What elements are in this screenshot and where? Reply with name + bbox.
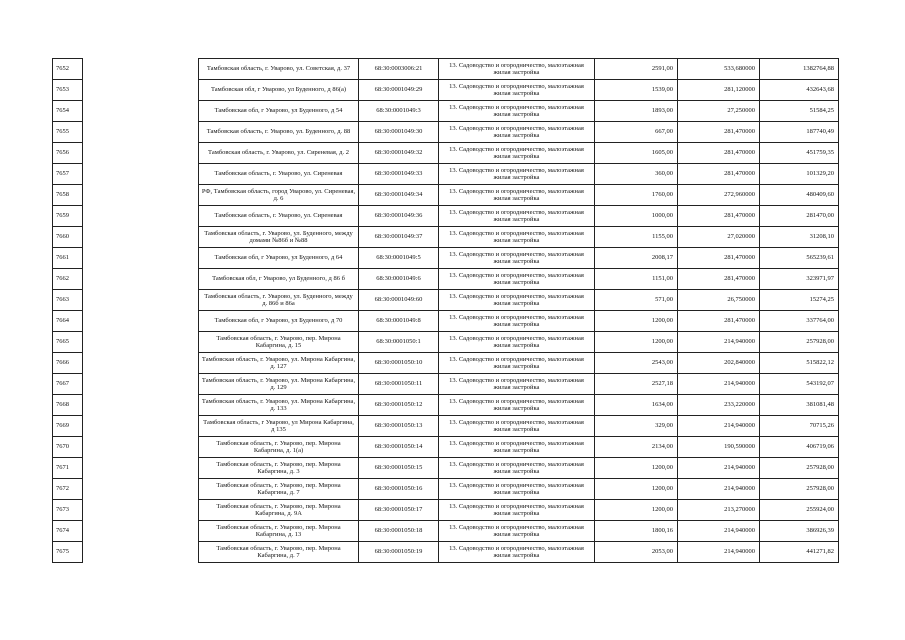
cadastral-number-cell: 68:30:0001050:10 — [359, 353, 439, 374]
cadastral-cost-cell: 187740,49 — [760, 122, 839, 143]
area-cell: 1605,00 — [595, 143, 678, 164]
cadastral-number-cell: 68:30:0001050:11 — [359, 374, 439, 395]
row-number-cell: 7662 — [53, 269, 83, 290]
address-cell: Тамбовская область, г. Уварово, ул. Мирона Кабаргина, д. 129 — [199, 374, 359, 395]
row-number-cell: 7659 — [53, 206, 83, 227]
unit-price-cell: 214,940000 — [678, 458, 760, 479]
area-cell: 2053,00 — [595, 542, 678, 563]
row-number-cell: 7667 — [53, 374, 83, 395]
row-number — [53, 458, 83, 479]
cadastral-cost-cell: 255924,00 — [760, 500, 839, 521]
area-cell: 571,00 — [595, 290, 678, 311]
area-cell: 1200,00 — [595, 458, 678, 479]
unit-price-cell: 533,680000 — [678, 59, 760, 80]
cadastral-cost-cell: 480409,60 — [760, 185, 839, 206]
cadastral-number-cell: 68:30:0001050:19 — [359, 542, 439, 563]
row-number — [53, 479, 83, 500]
row-number — [53, 143, 83, 164]
area-cell: 1760,00 — [595, 185, 678, 206]
address-cell: Тамбовская область, г Уварово, ул Мирона Кабаргина, д 135 — [199, 416, 359, 437]
cadastral-number-cell: 68:30:0001049:29 — [359, 80, 439, 101]
address-cell: РФ, Тамбовская область, город Уварово, ул. Сиреневая, д. 6 — [199, 185, 359, 206]
cadastral-cost-cell: 406719,06 — [760, 437, 839, 458]
unit-price-cell: 214,940000 — [678, 374, 760, 395]
table-row — [199, 542, 839, 563]
cadastral-cost-cell: 432643,68 — [760, 80, 839, 101]
table-row — [199, 311, 839, 332]
land-use-cell: 13. Садоводство и огородничество, малоэтажная жилая застройка — [439, 437, 595, 458]
land-use-cell: 13. Садоводство и огородничество, малоэтажная жилая застройка — [439, 353, 595, 374]
row-number-cell: 7675 — [53, 542, 83, 563]
row-number — [53, 332, 83, 353]
row-number — [53, 227, 83, 248]
row-number-cell: 7669 — [53, 416, 83, 437]
cadastral-number-cell: 68:30:0001049:60 — [359, 290, 439, 311]
table-row — [199, 395, 839, 416]
address-cell: Тамбовская область, г. Уварово, пер. Мирона Кабаргина, д. 1(а) — [199, 437, 359, 458]
table-row — [199, 59, 839, 80]
address-cell: Тамбовская область, г. Уварово, ул. Буденного, между домами №86б и №88 — [199, 227, 359, 248]
land-use-cell: 13. Садоводство и огородничество, малоэтажная жилая застройка — [439, 374, 595, 395]
land-use-cell: 13. Садоводство и огородничество, малоэтажная жилая застройка — [439, 521, 595, 542]
cadastral-cost-cell: 257928,00 — [760, 458, 839, 479]
land-use-cell: 13. Садоводство и огородничество, малоэтажная жилая застройка — [439, 80, 595, 101]
land-use-cell: 13. Садоводство и огородничество, малоэтажная жилая застройка — [439, 458, 595, 479]
address-cell: Тамбовская область, г. Уварово, ул. Советская, д. 37 — [199, 59, 359, 80]
address-cell: Тамбовская область, г. Уварово, пер. Мирона Кабаргина, д. 13 — [199, 521, 359, 542]
row-number — [53, 122, 83, 143]
row-number — [53, 542, 83, 563]
address-cell: Тамбовская область, г. Уварово, пер. Мирона Кабаргина, д. 3 — [199, 458, 359, 479]
cadastral-cost-cell: 515822,12 — [760, 353, 839, 374]
area-cell: 2008,17 — [595, 248, 678, 269]
area-cell: 2543,00 — [595, 353, 678, 374]
area-cell: 1151,00 — [595, 269, 678, 290]
land-use-cell: 13. Садоводство и огородничество, малоэтажная жилая застройка — [439, 206, 595, 227]
row-number-cell: 7658 — [53, 185, 83, 206]
land-use-cell: 13. Садоводство и огородничество, малоэтажная жилая застройка — [439, 479, 595, 500]
row-number-cell: 7672 — [53, 479, 83, 500]
unit-price-cell: 272,960000 — [678, 185, 760, 206]
cadastral-cost-cell: 1382764,88 — [760, 59, 839, 80]
row-number — [53, 248, 83, 269]
cadastral-number-cell: 68:30:0001049:34 — [359, 185, 439, 206]
unit-price-cell: 190,590000 — [678, 437, 760, 458]
row-number-cell: 7665 — [53, 332, 83, 353]
row-number — [53, 59, 83, 80]
address-cell: Тамбовская область, г. Уварово, ул. Сиреневая — [199, 164, 359, 185]
row-number-cell: 7655 — [53, 122, 83, 143]
address-cell: Тамбовская область, г. Уварово, пер. Мирона Кабаргина, д. 7 — [199, 542, 359, 563]
address-cell: Тамбовская обл, г Уварово, ул Буденного, д 70 — [199, 311, 359, 332]
unit-price-cell: 214,940000 — [678, 479, 760, 500]
land-use-cell: 13. Садоводство и огородничество, малоэтажная жилая застройка — [439, 164, 595, 185]
cadastral-cost-cell: 101329,20 — [760, 164, 839, 185]
unit-price-cell: 281,470000 — [678, 122, 760, 143]
area-cell: 2134,00 — [595, 437, 678, 458]
cadastral-cost-cell: 70715,26 — [760, 416, 839, 437]
cadastral-number-cell: 68:30:0001050:18 — [359, 521, 439, 542]
unit-price-cell: 281,470000 — [678, 206, 760, 227]
unit-price-cell: 213,270000 — [678, 500, 760, 521]
cadastral-number-cell: 68:30:0001049:32 — [359, 143, 439, 164]
row-number-cell: 7674 — [53, 521, 83, 542]
cadastral-cost-cell: 15274,25 — [760, 290, 839, 311]
cadastral-number-cell: 68:30:0001049:36 — [359, 206, 439, 227]
row-number — [53, 206, 83, 227]
table-row — [199, 101, 839, 122]
cadastral-cost-cell: 257928,00 — [760, 332, 839, 353]
unit-price-cell: 214,940000 — [678, 416, 760, 437]
cadastral-number-cell: 68:30:0001050:17 — [359, 500, 439, 521]
cadastral-cost-cell: 565239,61 — [760, 248, 839, 269]
cadastral-number-cell: 68:30:0001050:1 — [359, 332, 439, 353]
table-row — [199, 332, 839, 353]
row-number — [53, 164, 83, 185]
table-row — [199, 416, 839, 437]
address-cell: Тамбовская область, г. Уварово, ул. Буденного, между д. 86б и 86а — [199, 290, 359, 311]
address-cell: Тамбовская область, г. Уварово, пер. Мирона Кабаргина, д. 15 — [199, 332, 359, 353]
address-cell: Тамбовская область, г. Уварово, ул. Буденного, д. 88 — [199, 122, 359, 143]
land-use-cell: 13. Садоводство и огородничество, малоэтажная жилая застройка — [439, 332, 595, 353]
cadastral-cost-cell: 441271,82 — [760, 542, 839, 563]
table-row — [199, 185, 839, 206]
table-row — [199, 458, 839, 479]
address-cell: Тамбовская обл, г Уварово, ул Буденного, д 86 б — [199, 269, 359, 290]
row-number-cell: 7671 — [53, 458, 83, 479]
area-cell: 329,00 — [595, 416, 678, 437]
row-number — [53, 80, 83, 101]
row-number-cell: 7656 — [53, 143, 83, 164]
unit-price-cell: 281,120000 — [678, 80, 760, 101]
cadastral-cost-cell: 31208,10 — [760, 227, 839, 248]
table-row — [199, 500, 839, 521]
cadastral-cost-cell: 257928,00 — [760, 479, 839, 500]
land-use-cell: 13. Садоводство и огородничество, малоэтажная жилая застройка — [439, 542, 595, 563]
area-cell: 1200,00 — [595, 311, 678, 332]
table-row — [199, 80, 839, 101]
area-cell: 360,00 — [595, 164, 678, 185]
row-number — [53, 500, 83, 521]
row-number-cell: 7652 — [53, 59, 83, 80]
cadastral-cost-cell: 543192,07 — [760, 374, 839, 395]
cadastral-number-cell: 68:30:0001050:16 — [359, 479, 439, 500]
table-row — [199, 122, 839, 143]
cadastral-number-cell: 68:30:0001049:6 — [359, 269, 439, 290]
unit-price-cell: 214,940000 — [678, 542, 760, 563]
cadastral-number-cell: 68:30:0001049:37 — [359, 227, 439, 248]
unit-price-cell: 233,220000 — [678, 395, 760, 416]
address-cell: Тамбовская область, г. Уварово, ул. Сиреневая, д. 2 — [199, 143, 359, 164]
table-row — [199, 353, 839, 374]
cadastral-number-cell: 68:30:0001050:15 — [359, 458, 439, 479]
area-cell: 1200,00 — [595, 479, 678, 500]
row-number — [53, 311, 83, 332]
row-number-cell: 7663 — [53, 290, 83, 311]
row-number-cell: 7666 — [53, 353, 83, 374]
table-row — [199, 269, 839, 290]
land-use-cell: 13. Садоводство и огородничество, малоэтажная жилая застройка — [439, 59, 595, 80]
address-cell: Тамбовская обл, г Уварово, ул Буденного, д 86(а) — [199, 80, 359, 101]
cadastral-cost-cell: 281470,00 — [760, 206, 839, 227]
cadastral-number-cell: 68:30:0001050:13 — [359, 416, 439, 437]
row-number-cell: 7664 — [53, 311, 83, 332]
cadastral-cost-cell: 51584,25 — [760, 101, 839, 122]
row-number-cell: 7673 — [53, 500, 83, 521]
land-use-cell: 13. Садоводство и огородничество, малоэтажная жилая застройка — [439, 122, 595, 143]
area-cell: 1200,00 — [595, 500, 678, 521]
land-use-cell: 13. Садоводство и огородничество, малоэтажная жилая застройка — [439, 311, 595, 332]
cadastral-number-cell: 68:30:0003006:21 — [359, 59, 439, 80]
area-cell: 1155,00 — [595, 227, 678, 248]
row-number — [53, 416, 83, 437]
cadastral-number-cell: 68:30:0001050:12 — [359, 395, 439, 416]
table-row — [199, 374, 839, 395]
address-cell: Тамбовская обл, г Уварово, ул Буденного, д 54 — [199, 101, 359, 122]
row-number — [53, 290, 83, 311]
table-row — [199, 206, 839, 227]
cadastral-cost-cell: 381081,48 — [760, 395, 839, 416]
area-cell: 1800,16 — [595, 521, 678, 542]
row-number — [53, 353, 83, 374]
row-number — [53, 521, 83, 542]
cadastral-number-cell: 68:30:0001049:30 — [359, 122, 439, 143]
table-row — [199, 164, 839, 185]
address-cell: Тамбовская область, г. Уварово, ул. Сиреневая — [199, 206, 359, 227]
area-cell: 667,00 — [595, 122, 678, 143]
cadastral-number-cell: 68:30:0001049:3 — [359, 101, 439, 122]
row-number — [53, 437, 83, 458]
table-row — [199, 227, 839, 248]
land-use-cell: 13. Садоводство и огородничество, малоэтажная жилая застройка — [439, 227, 595, 248]
unit-price-cell: 281,470000 — [678, 143, 760, 164]
area-cell: 1539,00 — [595, 80, 678, 101]
row-number-cell: 7654 — [53, 101, 83, 122]
row-number-column — [52, 58, 83, 563]
row-number-cell: 7653 — [53, 80, 83, 101]
land-use-cell: 13. Садоводство и огородничество, малоэтажная жилая застройка — [439, 290, 595, 311]
row-number-cell: 7661 — [53, 248, 83, 269]
row-number — [53, 185, 83, 206]
land-use-cell: 13. Садоводство и огородничество, малоэтажная жилая застройка — [439, 500, 595, 521]
address-cell: Тамбовская область, г. Уварово, ул. Мирона Кабаргина, д. 127 — [199, 353, 359, 374]
unit-price-cell: 281,470000 — [678, 248, 760, 269]
cadastral-cost-cell: 451759,35 — [760, 143, 839, 164]
land-plot-table — [198, 58, 839, 563]
area-cell: 1200,00 — [595, 332, 678, 353]
area-cell: 1000,00 — [595, 206, 678, 227]
unit-price-cell: 281,470000 — [678, 311, 760, 332]
cadastral-number-cell: 68:30:0001049:33 — [359, 164, 439, 185]
address-cell: Тамбовская обл, г Уварово, ул Буденного, д 64 — [199, 248, 359, 269]
row-number-cell: 7660 — [53, 227, 83, 248]
table-row — [199, 290, 839, 311]
address-cell: Тамбовская область, г. Уварово, ул. Мирона Кабаргина, д. 133 — [199, 395, 359, 416]
cadastral-number-cell: 68:30:0001050:14 — [359, 437, 439, 458]
unit-price-cell: 214,940000 — [678, 521, 760, 542]
cadastral-cost-cell: 386926,39 — [760, 521, 839, 542]
land-use-cell: 13. Садоводство и огородничество, малоэтажная жилая застройка — [439, 248, 595, 269]
table-row — [199, 143, 839, 164]
area-cell: 2527,18 — [595, 374, 678, 395]
address-cell: Тамбовская область, г. Уварово, пер. Мирона Кабаргина, д. 9А — [199, 500, 359, 521]
land-use-cell: 13. Садоводство и огородничество, малоэтажная жилая застройка — [439, 395, 595, 416]
area-cell: 1893,00 — [595, 101, 678, 122]
table-row — [199, 437, 839, 458]
cadastral-number-cell: 68:30:0001049:5 — [359, 248, 439, 269]
cadastral-number-cell: 68:30:0001049:8 — [359, 311, 439, 332]
table-row — [199, 521, 839, 542]
address-cell: Тамбовская область, г. Уварово, пер. Мирона Кабаргина, д. 7 — [199, 479, 359, 500]
row-number — [53, 269, 83, 290]
land-use-cell: 13. Садоводство и огородничество, малоэтажная жилая застройка — [439, 416, 595, 437]
cadastral-cost-cell: 323971,97 — [760, 269, 839, 290]
unit-price-cell: 281,470000 — [678, 269, 760, 290]
unit-price-cell: 27,020000 — [678, 227, 760, 248]
table-row — [199, 248, 839, 269]
land-use-cell: 13. Садоводство и огородничество, малоэтажная жилая застройка — [439, 101, 595, 122]
cadastral-cost-cell: 337764,00 — [760, 311, 839, 332]
row-number-cell: 7657 — [53, 164, 83, 185]
row-number — [53, 395, 83, 416]
table-row — [199, 479, 839, 500]
area-cell: 2591,00 — [595, 59, 678, 80]
land-use-cell: 13. Садоводство и огородничество, малоэтажная жилая застройка — [439, 143, 595, 164]
unit-price-cell: 214,940000 — [678, 332, 760, 353]
row-number-cell: 7668 — [53, 395, 83, 416]
unit-price-cell: 26,750000 — [678, 290, 760, 311]
row-number-cell: 7670 — [53, 437, 83, 458]
row-number — [53, 374, 83, 395]
unit-price-cell: 281,470000 — [678, 164, 760, 185]
unit-price-cell: 27,250000 — [678, 101, 760, 122]
land-use-cell: 13. Садоводство и огородничество, малоэтажная жилая застройка — [439, 269, 595, 290]
row-number — [53, 101, 83, 122]
area-cell: 1634,00 — [595, 395, 678, 416]
land-use-cell: 13. Садоводство и огородничество, малоэтажная жилая застройка — [439, 185, 595, 206]
unit-price-cell: 202,840000 — [678, 353, 760, 374]
